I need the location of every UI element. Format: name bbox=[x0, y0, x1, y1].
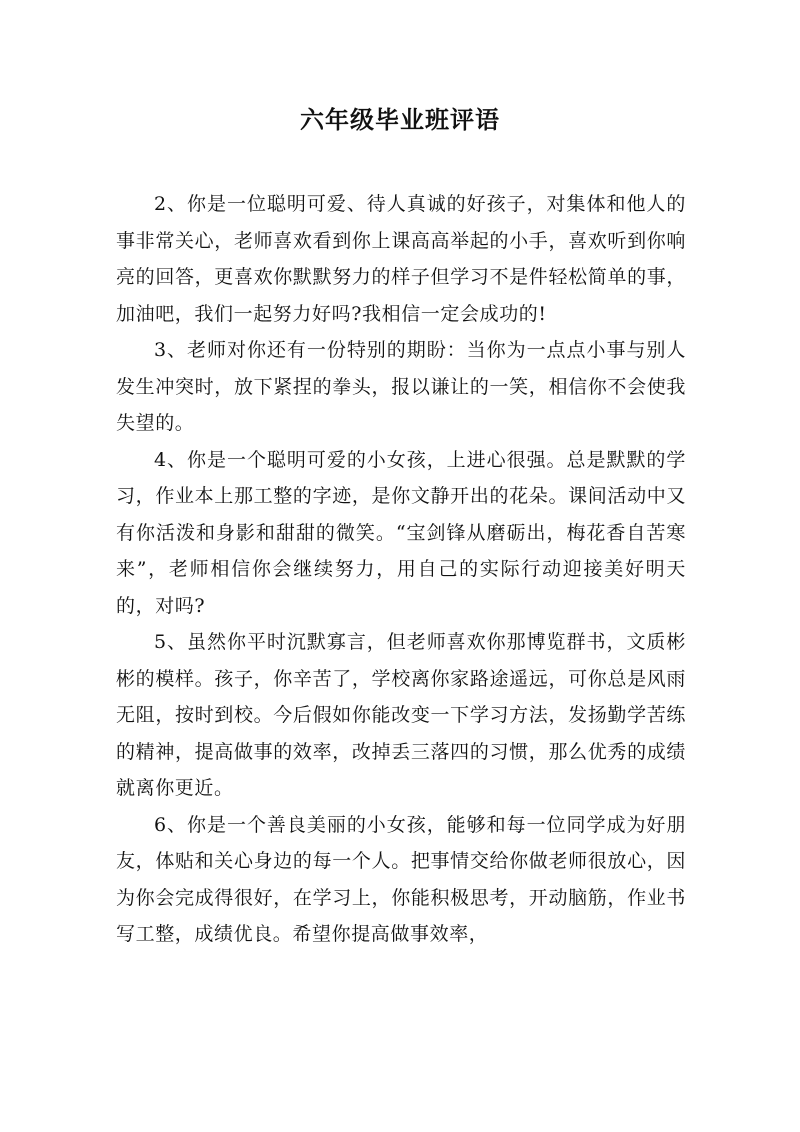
paragraph-2: 2、你是一位聪明可爱、待人真诚的好孩子，对集体和他人的事非常关心，老师喜欢看到你上课高高举起的小手，喜欢听到你响亮的回答，更喜欢你默默努力的样子但学习不是件轻松简单的事，加油吧，我们一起努力好吗?我相信一定会成功的! bbox=[116, 193, 686, 325]
paragraph-3: 3、老师对你还有一份特别的期盼：当你为一点点小事与别人发生冲突时，放下紧捏的拳头，报以谦让的一笑，相信你不会使我失望的。 bbox=[116, 339, 686, 434]
paragraph-5: 5、虽然你平时沉默寡言，但老师喜欢你那博览群书，文质彬彬的模样。孩子，你辛苦了，学校离你家路途遥远，可你总是风雨无阻，按时到校。今后假如你能改变一下学习方法，发扬勤学苦练的精神，提高做事的效率，改掉丢三落四的习惯，那么优秀的成绩就离你更近。 bbox=[116, 631, 686, 799]
paragraph-4: 4、你是一个聪明可爱的小女孩，上进心很强。总是默默的学习，作业本上那工整的字迹，是你文静开出的花朵。课间活动中又有你活泼和身影和甜甜的微笑。“宝剑锋从磨砺出，梅花香自苦寒来”，老师相信你会继续努力，用自己的实际行动迎接美好明天的，对吗? bbox=[116, 448, 686, 617]
page-title: 六年级毕业班评语 bbox=[300, 105, 500, 134]
paragraph-6: 6、你是一个善良美丽的小女孩，能够和每一位同学成为好朋友，体贴和关心身边的每一个人。把事情交给你做老师很放心，因为你会完成得很好，在学习上，你能积极思考，开动脑筋，作业书写工整，成绩优良。希望你提高做事效率， bbox=[116, 813, 686, 945]
document-body bbox=[116, 186, 686, 953]
